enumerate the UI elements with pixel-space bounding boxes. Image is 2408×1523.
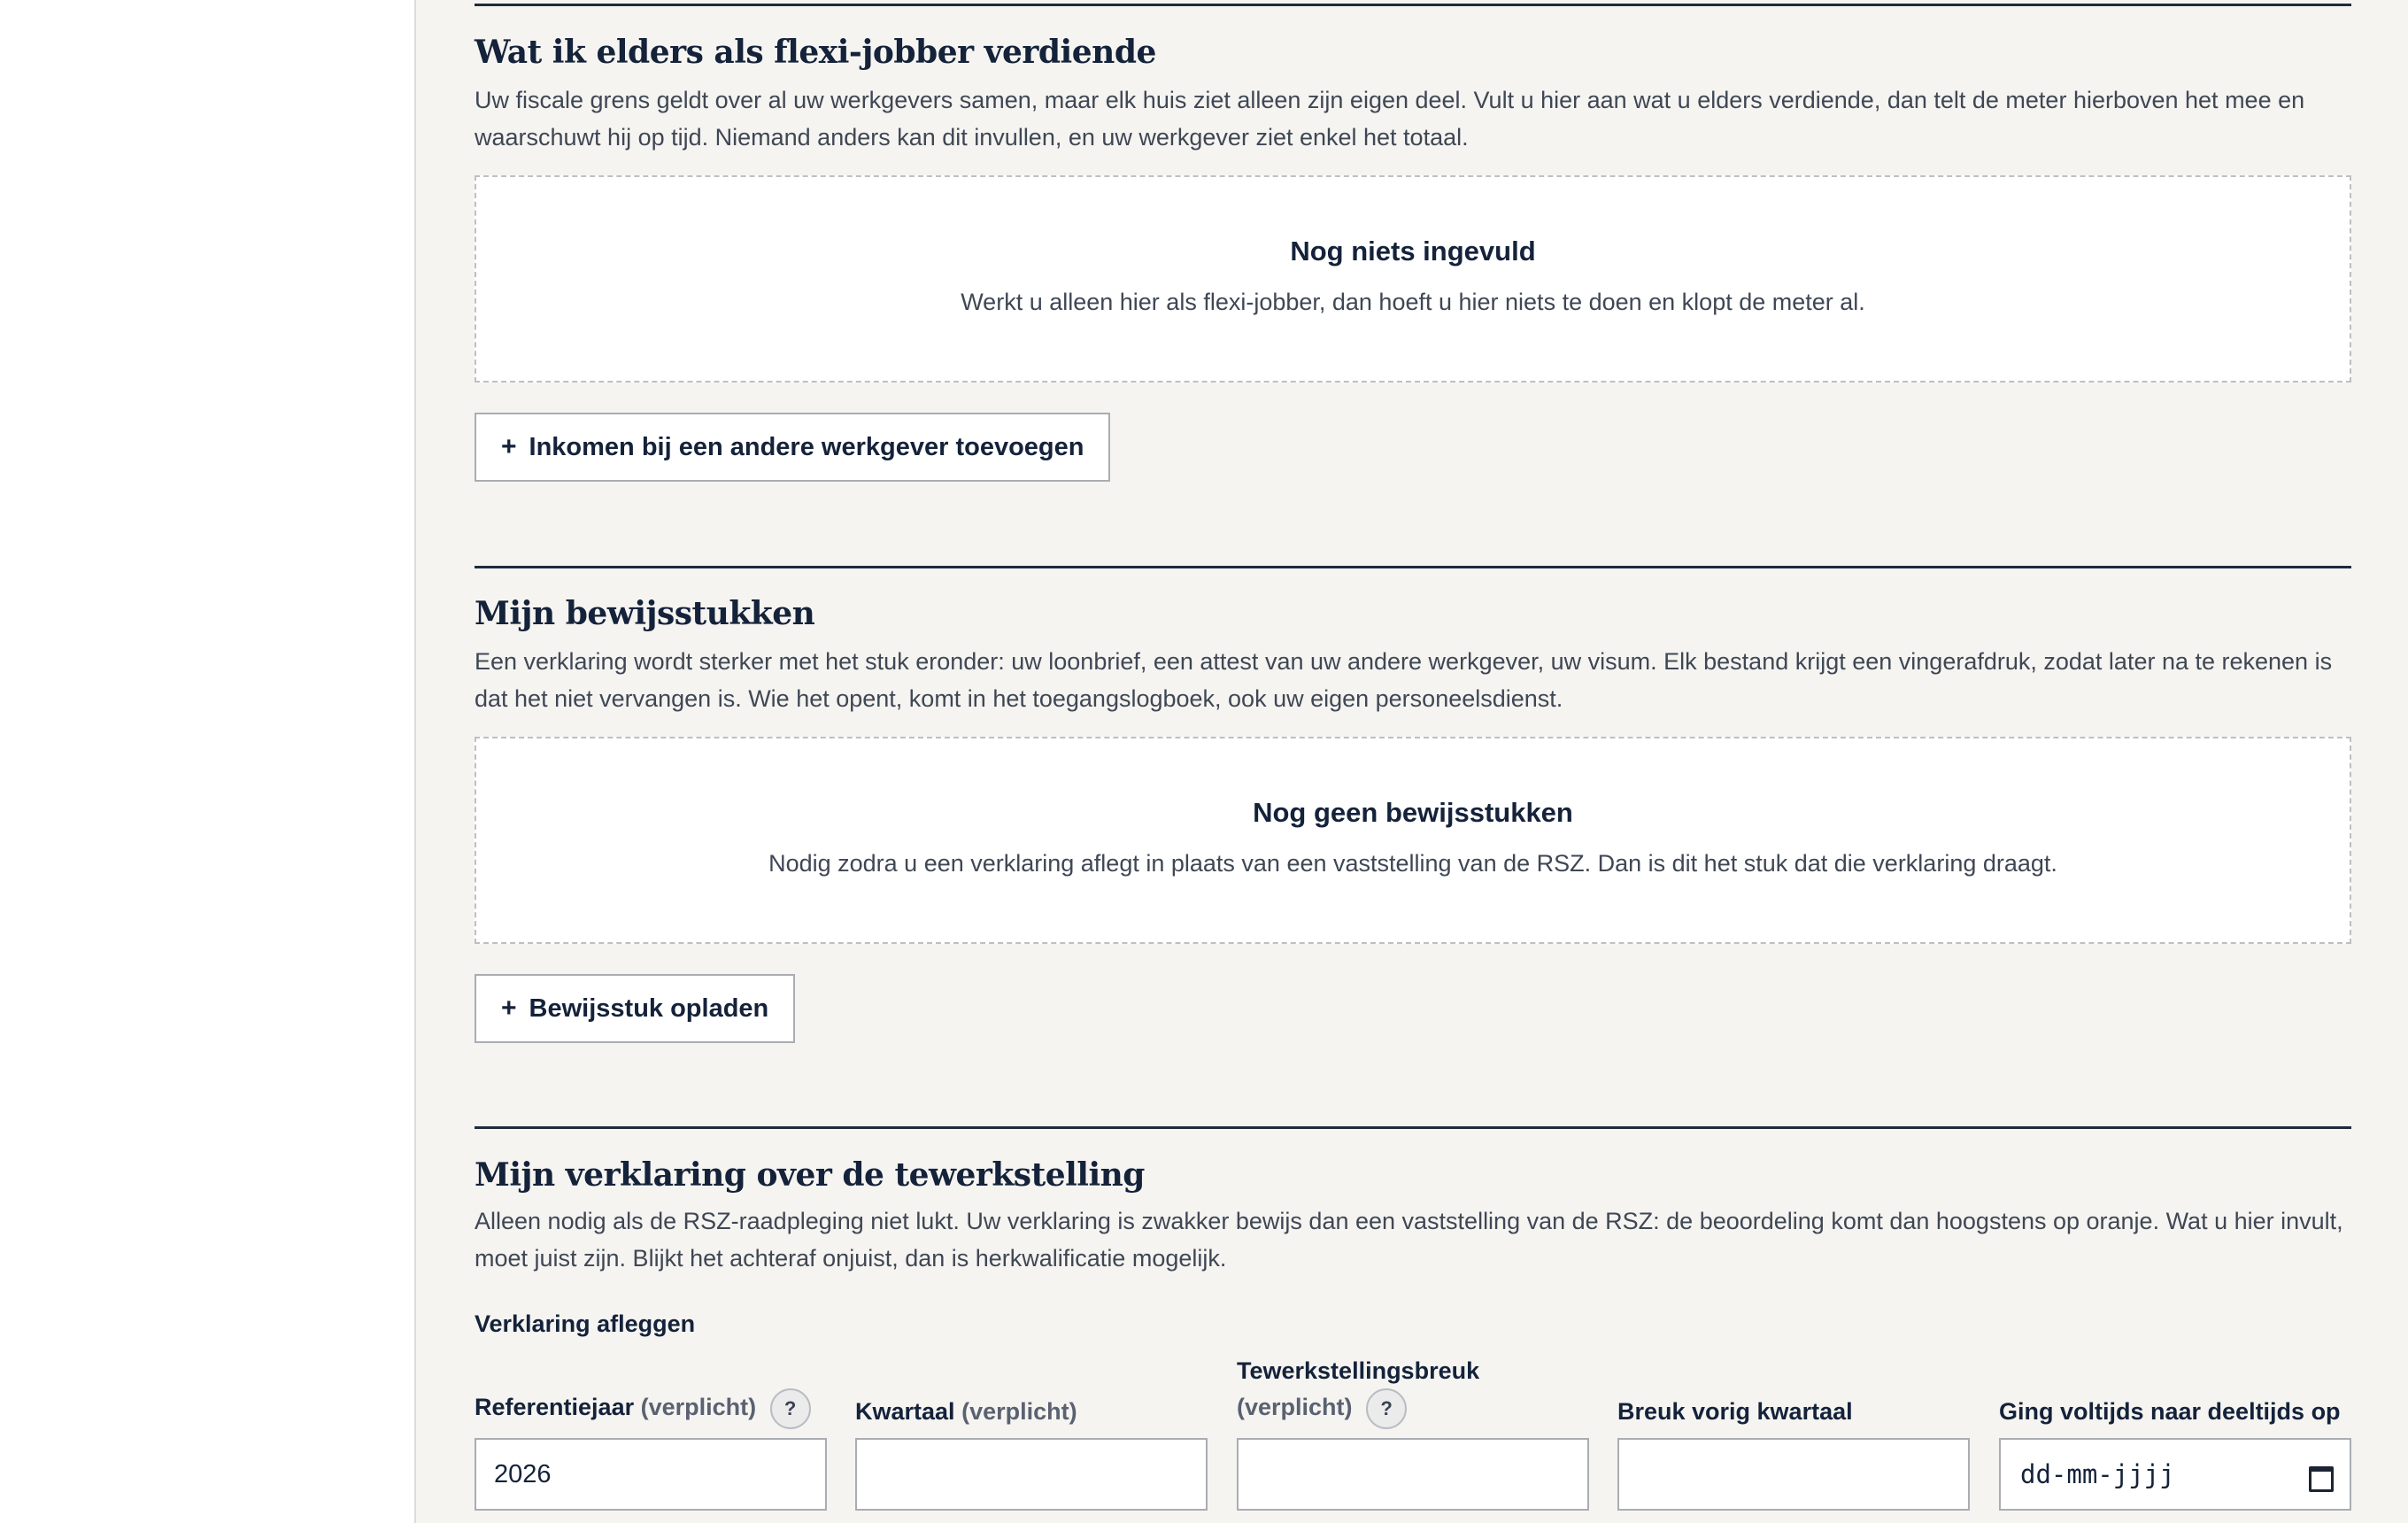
empty-state-title: Nog geen bewijsstukken — [1253, 797, 1573, 828]
field-previous-quarter-fraction — [1617, 1364, 1970, 1511]
reference-year-input[interactable] — [475, 1438, 827, 1511]
field-employment-fraction — [1237, 1346, 1589, 1511]
section-divider — [475, 566, 2351, 568]
section-title-declaration: Mijn verklaring over de tewerkstelling — [475, 1156, 1145, 1194]
required-marker: (verplicht) — [640, 1394, 757, 1421]
required-marker: (verplicht) — [1237, 1394, 1353, 1421]
section-divider — [475, 4, 2351, 6]
add-other-employer-income-button[interactable] — [475, 413, 1110, 482]
empty-state-title: Nog niets ingevuld — [1290, 236, 1536, 267]
field-label: Breuk vorig kwartaal — [1617, 1398, 1853, 1425]
section-divider — [475, 1126, 2351, 1129]
field-label: Ging voltijds naar deeltijds op — [1999, 1398, 2341, 1425]
field-label: Tewerkstellingsbreuk (verplicht) ? — [1237, 1353, 1609, 1429]
employment-fraction-input[interactable] — [1237, 1438, 1589, 1511]
required-marker: (verplicht) — [961, 1398, 1077, 1425]
previous-quarter-fraction-input[interactable] — [1617, 1438, 1970, 1511]
empty-state-text: Nodig zodra u een verklaring aflegt in plaats van een vaststelling van de RSZ. Dan is dit het stuk dat die verklaring draagt. — [768, 850, 2057, 877]
empty-state-evidence — [475, 737, 2351, 944]
field-reference-year — [475, 1364, 827, 1511]
sidebar — [0, 0, 416, 1523]
help-icon[interactable]: ? — [1366, 1388, 1407, 1429]
declaration-subheading: Verklaring afleggen — [475, 1310, 696, 1337]
calendar-icon[interactable] — [2309, 1464, 2330, 1485]
main-content — [475, 0, 2351, 1523]
field-label: Kwartaal (verplicht) — [855, 1398, 1077, 1425]
upload-evidence-label: Bewijsstuk opladen — [529, 993, 769, 1023]
section-description-declaration: Alleen nodig als de RSZ-raadpleging niet lukt. Uw verklaring is zwakker bewijs dan een vaststelling van de RSZ: de beoordeling komt dan hoogstens op oranje. Wat u hier invult, moet juist zijn. Blijkt het achteraf onjuist, dan is herkwalificatie mogelijk. — [475, 1208, 2343, 1272]
quarter-input[interactable] — [855, 1438, 1208, 1511]
section-description-elsewhere: Uw fiscale grens geldt over al uw werkgevers samen, maar elk huis ziet alleen zijn eigen deel. Vult u hier aan wat u elders verdiende, dan telt de meter hierboven het mee en waarschuwt hij op tijd. Niemand anders kan dit invullen, en uw werkgever ziet enkel het totaal. — [475, 87, 2305, 151]
plus-icon: + — [501, 432, 517, 461]
switch-date-input[interactable] — [1999, 1438, 2351, 1511]
help-icon[interactable]: ? — [770, 1388, 811, 1429]
field-switch-date — [1999, 1364, 2351, 1511]
date-placeholder: dd-mm-jjjj — [2020, 1459, 2175, 1489]
empty-state-elsewhere — [475, 175, 2351, 383]
section-description-evidence: Een verklaring wordt sterker met het stuk eronder: uw loonbrief, een attest van uw andere werkgever, uw visum. Elk bestand krijgt een vingerafdruk, zodat later na te rekenen is dat het niet vervangen is. Wie het opent, komt in het toegangslogboek, ook uw eigen personeelsdienst. — [475, 648, 2333, 712]
plus-icon: + — [501, 993, 517, 1023]
section-title-elsewhere: Wat ik elders als flexi-jobber verdiende — [475, 34, 1156, 71]
field-quarter — [855, 1364, 1208, 1511]
field-label: Referentiejaar (verplicht) ? — [475, 1388, 846, 1429]
upload-evidence-button[interactable] — [475, 974, 795, 1043]
add-other-employer-income-label: Inkomen bij een andere werkgever toevoegen — [529, 432, 1084, 461]
section-title-evidence: Mijn bewijsstukken — [475, 595, 815, 632]
empty-state-text: Werkt u alleen hier als flexi-jobber, dan hoeft u hier niets te doen en klopt de meter al. — [961, 289, 1865, 315]
